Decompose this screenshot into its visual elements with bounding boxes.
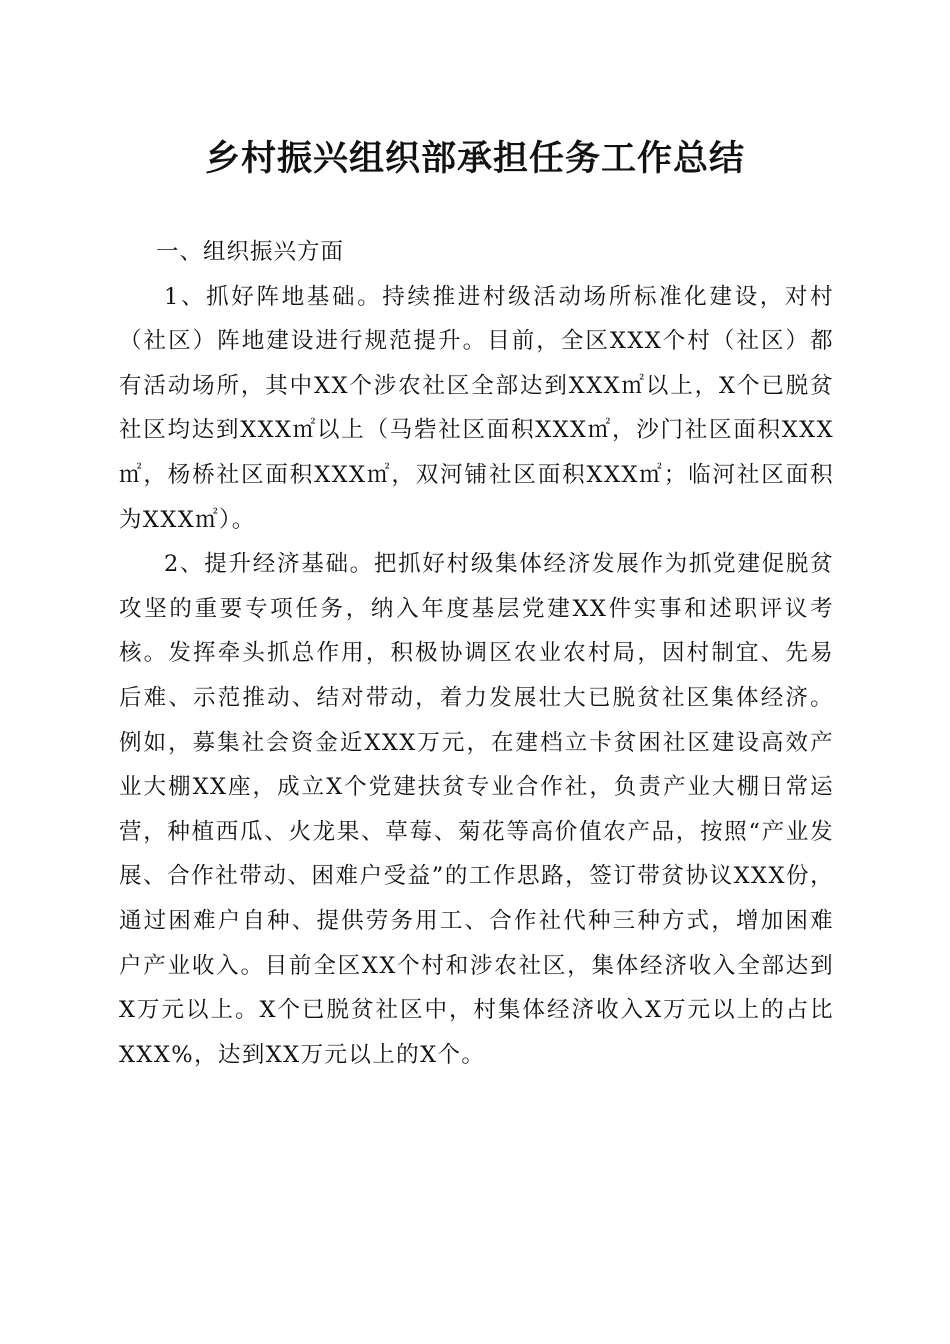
document-body [119, 230, 834, 1077]
paragraph-2: 2、提升经济基础。把抓好村级集体经济发展作为抓党建促脱贫攻坚的重要专项任务，纳入年度基层党建XX件实事和述职评议考核。发挥牵头抓总作用，积极协调区农业农村局，因村制宜、先易后难、示范推动、结对带动，着力发展壮大已脱贫社区集体经济。例如，募集社会资金近XXX万元，在建档立卡贫困社区建设高效产业大棚XX座，成立X个党建扶贫专业合作社，负责产业大棚日常运营，种植西瓜、火龙果、草莓、菊花等高价值农产品，按照“产业发展、合作社带动、困难户受益”的工作思路，签订带贫协议XXX份，通过困难户自种、提供劳务用工、合作社代种三种方式，增加困难户产业收入。目前全区XX个村和涉农社区，集体经济收入全部达到X万元以上。X个已脱贫社区中，村集体经济收入X万元以上的占比XXX%，达到XX万元以上的X个。 [119, 551, 834, 1068]
document-title: 乡村振兴组织部承担任务工作总结 [204, 138, 745, 179]
paragraph-1: 1、抓好阵地基础。持续推进村级活动场所标准化建设，对村（社区）阵地建设进行规范提升。目前，全区XXX个村（社区）都有活动场所，其中XX个涉农社区全部达到XXX㎡以上，X个已脱贫社区均达到XXX㎡以上（马砦社区面积XXX㎡，沙门社区面积XXX㎡，杨桥社区面积XXX㎡，双河铺社区面积XXX㎡；临河社区面积为XXX㎡）。 [119, 283, 834, 533]
section-heading: 一、组织振兴方面 [156, 239, 345, 265]
